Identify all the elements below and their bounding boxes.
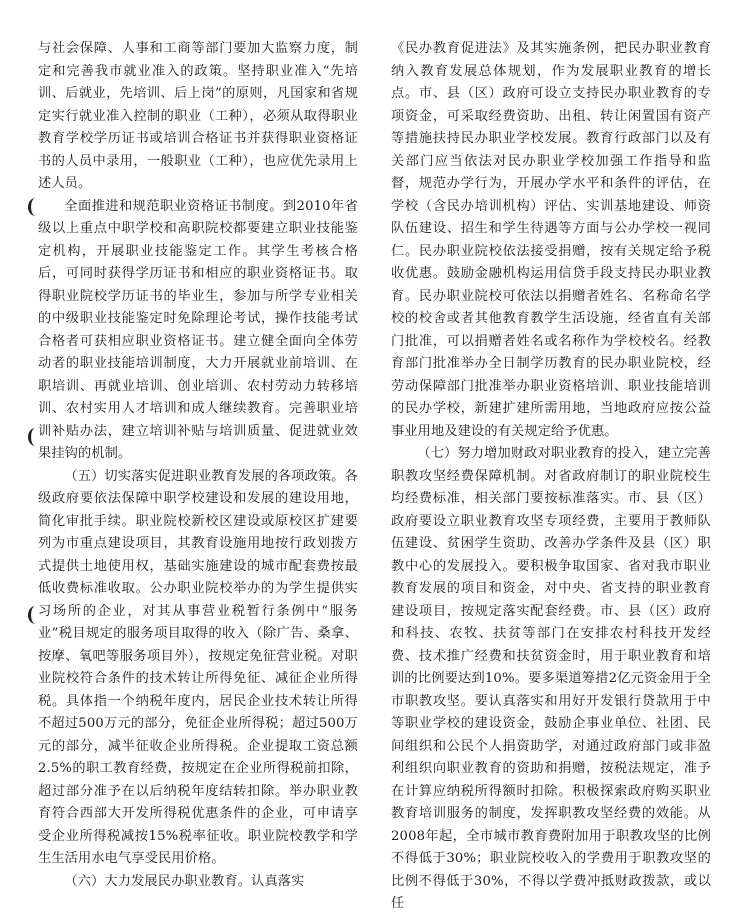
paragraph-employment-access: 与社会保障、人事和工商等部门要加大监察力度，制定和完善我市就业准入的政策。坚持职业准入“先培训、后就业，先培训、后上岗”的原则，凡国家和省规定实行就业准入控制的职业（工种），必须从取得职业教育学校学历证书或培训合格证书并获得职业资格证书的人员中录用，一般职业（工种），也应优先录用上述人员。 xyxy=(38,41,358,191)
paragraph-section-seven-funding: （七）努力增加财政对职业教育的投入，建立完善职教攻坚经费保障机制。对省政府制订的职业院校生均经费标准，相关部门要按标准落实。市、县（区）政府要设立职业教育攻坚专项经费，主要用于教师队伍建设、贫困学生资助、改善办学条件及县（区）职教中心的发展投入。要积极争取国家、省对我市职业教育发展的项目和资金，对中央、省支持的职业教育建设项目，按规定落实配套经费。市、县（区）政府和科技、农牧、扶贫等部门在安排农村科技开发经费、技术推广经费和扶贫资金时，用于职业教育和培训的比例要达到10%。要多渠道筹措2亿元资金用于全市职教攻坚。要认真落实和用好开发银行贷款用于中等职业学校的建设资金，鼓励企事业单位、社团、民间组织和公民个人捐资助学，对通过政府部门或非盈利组织向职业教育的资助和捐赠，按税法规定，准予在计算应纳税所得额时扣除。积极探索政府购买职业教育培训服务的制度，发挥职教攻坚经费的效能。从2008年起，全市城市教育费附加用于职教攻坚的比例不得低于30%；职业院校收入的学费用于职教攻坚的比例不得低于30%，不得以学费冲抵财政拨款，或以任 xyxy=(391,446,711,911)
paragraph-qualification-certificates: 全面推进和规范职业资格证书制度。到2010年省级以上重点中职学校和高职院校都要建立职业技能鉴定机构，开展职业技能鉴定工作。其学生考核合格后，可同时获得学历证书和相应的职业资格证书。取得职业院校学历证书的毕业生，参加与所学专业相关的中级职业技能鉴定时免除理论考试，操作技能考试合格者可获相应职业资格证书。建立健全面向全体劳动者的职业技能培训制度，大力开展就业前培训、在职培训、再就业培训、创业培训、农村劳动力转移培训、农村实用人才培训和成人继续教育。完善职业培训补贴办法，建立培训补贴与培训质量、促进就业效果挂钩的机制。 xyxy=(38,198,358,461)
paragraph-section-five-policies: （五）切实落实促进职业教育发展的各项政策。各级政府要依法保障中职学校建设和发展的建设用地，简化审批手续。职业院校新校区建设或原校区扩建要列为市重点建设项目，其教育设施用地按行政划拨方式提供土地使用权，基础实施建设的城市配套费按最低收费标准收取。公办职业院校举办的为学生提供实习场所的企业，对其从事营业税暂行条例中“服务业”税目规定的服务项目取得的收入（除广告、桑拿、按摩、氧吧等服务项目外），按规定免征营业税。对职业院校符合条件的技术转让所得免征、减征企业所得税。具体指一个纳税年度内，居民企业技术转让所得不超过500万元的部分，免征企业所得税；超过500万元的部分，减半征收企业所得税。企业提取工资总额2.5%的职工教育经费，按规定在企业所得税前扣除，超过部分准予在以后纳税年度结转扣除。举办职业教育符合西部大开发所得税优惠条件的企业，可申请享受企业所得税减按15%税率征收。职业院校教学和学生生活用水电气享受民用价格。 xyxy=(38,468,358,866)
paragraph-section-six-private-education: （六）大力发展民办职业教育。认真落实 xyxy=(64,873,305,889)
left-text-column xyxy=(38,38,358,893)
paragraph-private-education-continued: 《民办教育促进法》及其实施条例，把民办职业教育纳入教育发展总体规划，作为发展职业教育的增长点。市、县（区）政府可设立支持民办职业教育的专项资金，可采取经费资助、出租、转让闲置国有资产等措施扶持民办职业学校发展。教育行政部门以及有关部门应当依法对民办职业学校加强工作指导和监督，规范办学行为，开展办学水平和条件的评估，在学校（含民办培训机构）评估、实训基地建设、师资队伍建设、招生和学生待遇等方面与公办学校一视同仁。民办职业院校依法接受捐赠，按有关规定给予税收优惠。鼓励金融机构运用信贷手段支持民办职业教育。民办职业院校可依法以捐赠者姓名、名称命名学校的校舍或者其他教育教学生活设施，经省直有关部门批准，可以捐赠者姓名或名称作为学校校名。经教育部门批准举办全日制学历教育的民办职业院校，经劳动保障部门批准举办职业资格培训、职业技能培训的民办学校，新建扩建所需用地，当地政府应按公益事业用地及建设的有关规定给予优惠。 xyxy=(391,41,711,439)
right-text-column xyxy=(391,38,711,916)
